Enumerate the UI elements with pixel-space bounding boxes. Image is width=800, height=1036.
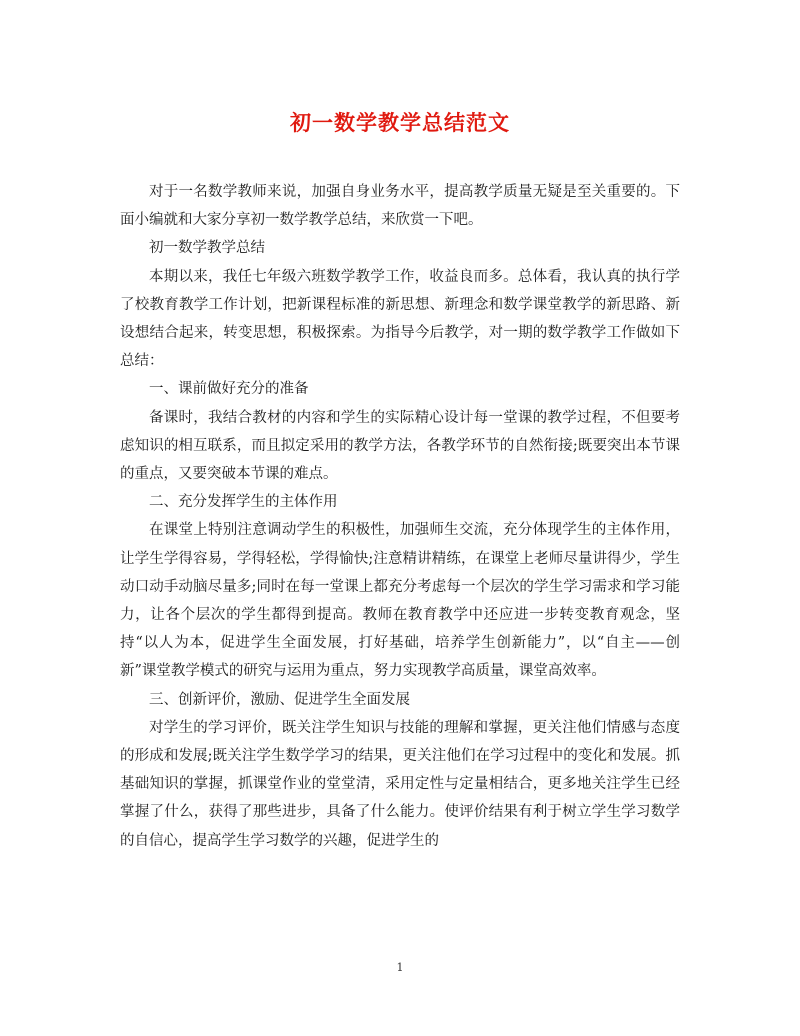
body-paragraph: 本期以来，我任七年级六班数学教学工作，收益良而多。总体看，我认真的执行学了校教育教学工作计划，把新课程标准的新思想、新理念和数学课堂教学的新思路、新设想结合起来，转变思想，积极探索。为指导今后教学，对一期的数学教学工作做如下总结： <box>120 268 680 370</box>
section-heading: 初一数学教学总结 <box>149 240 265 257</box>
page-number: 1 <box>396 961 404 974</box>
document-body <box>120 178 680 855</box>
body-paragraph: 备课时，我结合教材的内容和学生的实际精心设计每一堂课的教学过程，不但要考虑知识的相互联系，而且拟定采用的教学方法，各教学环节的自然衔接;既要突出本节课的重点，又要突破本节课的难点。 <box>120 409 680 483</box>
section-heading: 一、课前做好充分的准备 <box>149 381 309 398</box>
document-title: 初一数学教学总结范文 <box>290 110 510 135</box>
body-paragraph: 在课堂上特别注意调动学生的积极性，加强师生交流，充分体现学生的主体作用，让学生学得容易，学得轻松，学得愉快;注意精讲精练，在课堂上老师尽量讲得少，学生动口动手动脑尽量多;同时在每一堂课上都充分考虑每一个层次的学生学习需求和学习能力，让各个层次的学生都得到提高。教师在教育教学中还应进一步转变教育观念，坚持“以人为本，促进学生全面发展，打好基础，培养学生创新能力”，以“自主——创新”课堂教学模式的研究与运用为重点，努力实现教学高质量，课堂高效率。 <box>120 522 680 680</box>
intro-paragraph: 对于一名数学教师来说，加强自身业务水平，提高教学质量无疑是至关重要的。下面小编就和大家分享初一数学教学总结，来欣赏一下吧。 <box>120 184 680 229</box>
section-heading: 三、创新评价，激励、促进学生全面发展 <box>149 691 410 708</box>
body-paragraph: 对学生的学习评价，既关注学生知识与技能的理解和掌握，更关注他们情感与态度的形成和发展;既关注学生数学学习的结果，更关注他们在学习过程中的变化和发展。抓基础知识的掌握，抓课堂作业的堂堂清，采用定性与定量相结合，更多地关注学生已经掌握了什么，获得了那些进步，具备了什么能力。使评价结果有利于树立学生学习数学的自信心，提高学生学习数学的兴趣，促进学生的 <box>120 719 680 849</box>
section-heading: 二、充分发挥学生的主体作用 <box>149 494 338 511</box>
